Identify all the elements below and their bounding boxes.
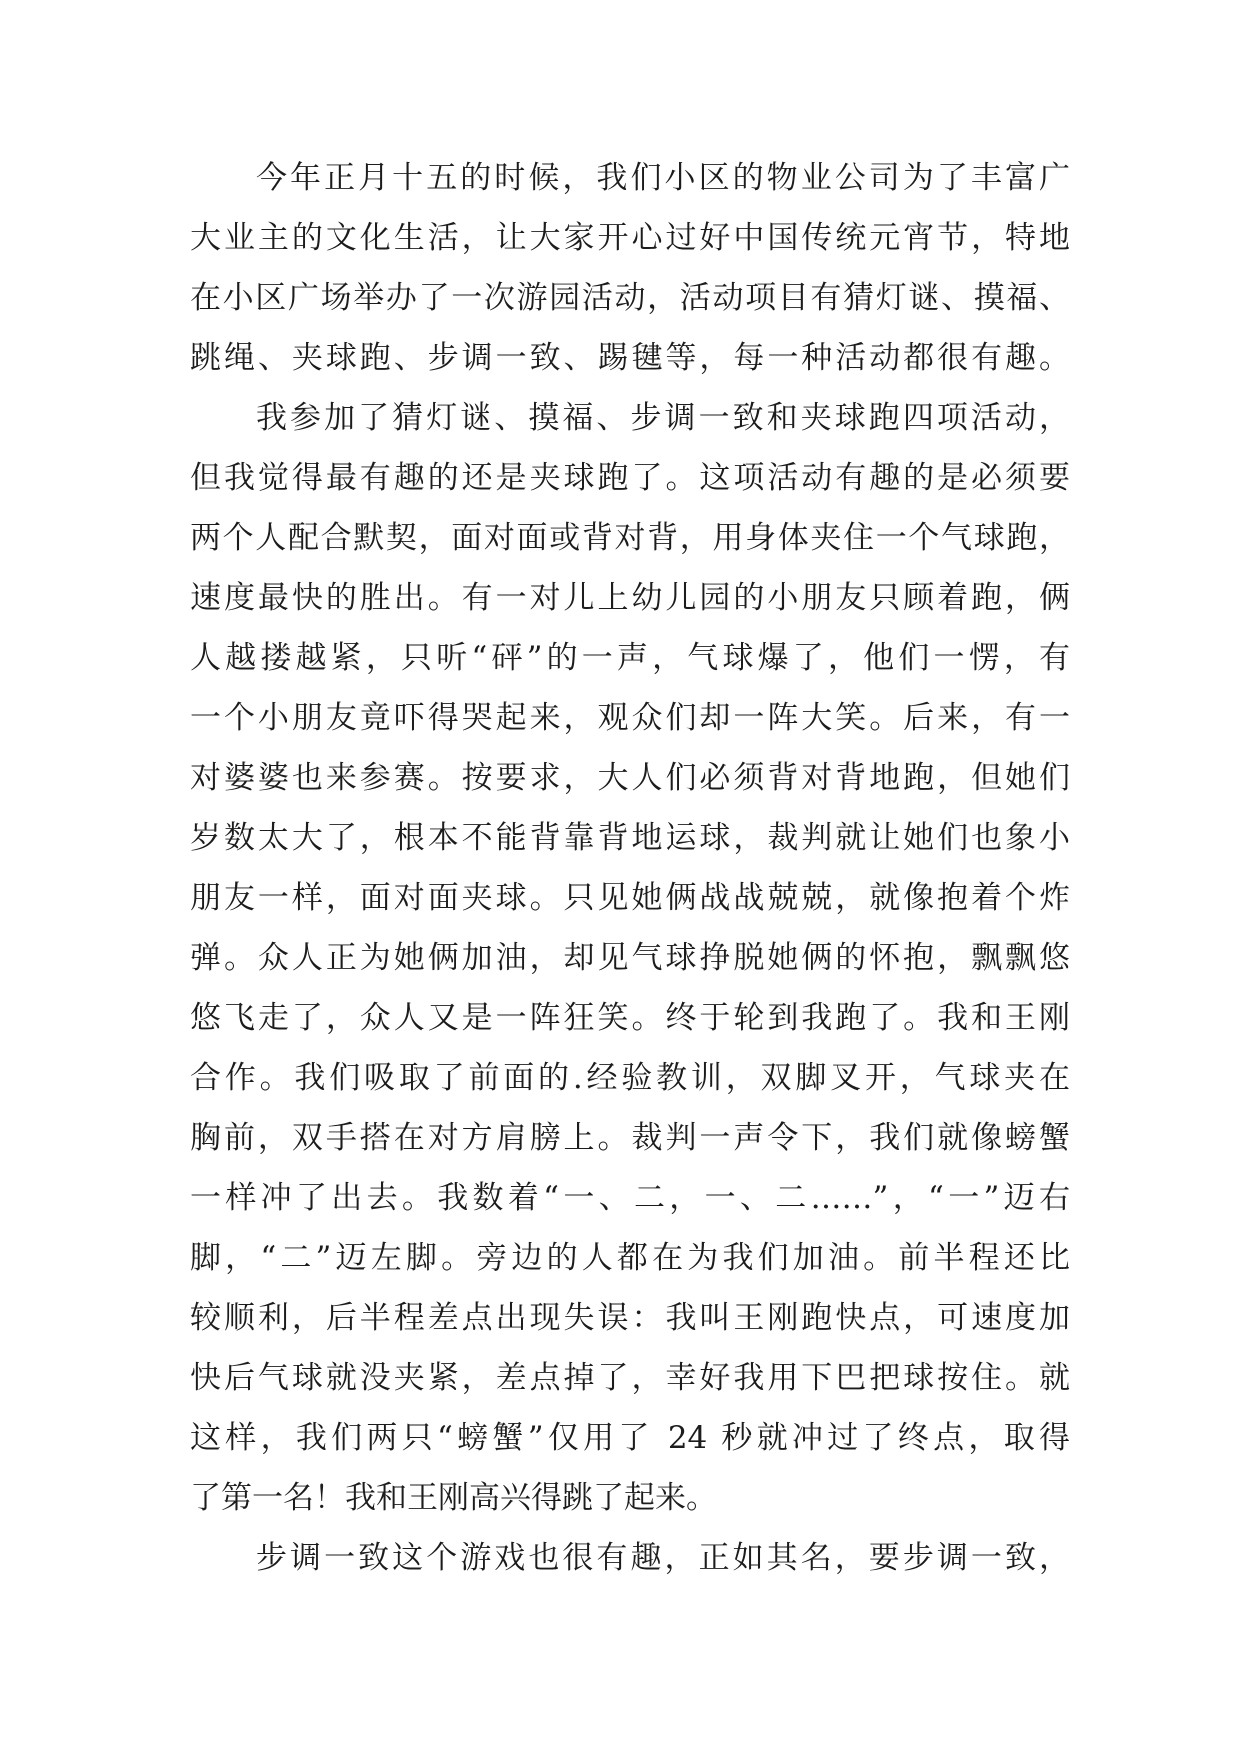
text-line: 一样冲了出去。我数着“一、二，一、二……”，“一”迈右 <box>190 1180 1070 1216</box>
text-line: 这样，我们两只“螃蟹”仅用了 24 秒就冲过了终点，取得 <box>190 1420 1070 1456</box>
text-line: 一个小朋友竟吓得哭起来，观众们却一阵大笑。后来，有一 <box>190 700 1070 736</box>
text-line: 弹。众人正为她俩加油，却见气球挣脱她俩的怀抱，飘飘悠 <box>190 940 1070 976</box>
text-line: 悠飞走了，众人又是一阵狂笑。终于轮到我跑了。我和王刚 <box>190 1000 1070 1036</box>
text-line: 两个人配合默契，面对面或背对背，用身体夹住一个气球跑， <box>190 520 1070 556</box>
text-line: 跳绳、夹球跑、步调一致、踢毽等，每一种活动都很有趣。 <box>190 340 1070 376</box>
document-body <box>190 148 1070 1588</box>
text-line: 合作。我们吸取了前面的.经验教训，双脚叉开，气球夹在 <box>190 1060 1070 1096</box>
text-line: 我参加了猜灯谜、摸福、步调一致和夹球跑四项活动， <box>256 400 1070 436</box>
text-line: 较顺利，后半程差点出现失误：我叫王刚跑快点，可速度加 <box>190 1300 1070 1336</box>
paragraph-2 <box>190 388 1070 1528</box>
text-line: 在小区广场举办了一次游园活动，活动项目有猜灯谜、摸福、 <box>190 280 1070 316</box>
text-line: 胸前，双手搭在对方肩膀上。裁判一声令下，我们就像螃蟹 <box>190 1120 1070 1156</box>
text-line: 速度最快的胜出。有一对儿上幼儿园的小朋友只顾着跑，俩 <box>190 580 1070 616</box>
text-line: 岁数太大了，根本不能背靠背地运球，裁判就让她们也象小 <box>190 820 1070 856</box>
text-line: 但我觉得最有趣的还是夹球跑了。这项活动有趣的是必须要 <box>190 460 1070 496</box>
text-line: 朋友一样，面对面夹球。只见她俩战战兢兢，就像抱着个炸 <box>190 880 1070 916</box>
text-line: 大业主的文化生活，让大家开心过好中国传统元宵节，特地 <box>190 220 1070 256</box>
text-line: 脚，“二”迈左脚。旁边的人都在为我们加油。前半程还比 <box>190 1240 1070 1276</box>
text-line: 快后气球就没夹紧，差点掉了，幸好我用下巴把球按住。就 <box>190 1360 1070 1396</box>
text-line: 对婆婆也来参赛。按要求，大人们必须背对背地跑，但她们 <box>190 760 1070 796</box>
paragraph-1 <box>190 148 1070 388</box>
paragraph-3 <box>190 1528 1070 1588</box>
text-line: 人越搂越紧，只听“砰”的一声，气球爆了，他们一愣，有 <box>190 640 1070 676</box>
text-line: 步调一致这个游戏也很有趣，正如其名，要步调一致， <box>256 1540 1070 1576</box>
text-line: 了第一名！我和王刚高兴得跳了起来。 <box>190 1480 717 1516</box>
text-line: 今年正月十五的时候，我们小区的物业公司为了丰富广 <box>256 160 1070 196</box>
